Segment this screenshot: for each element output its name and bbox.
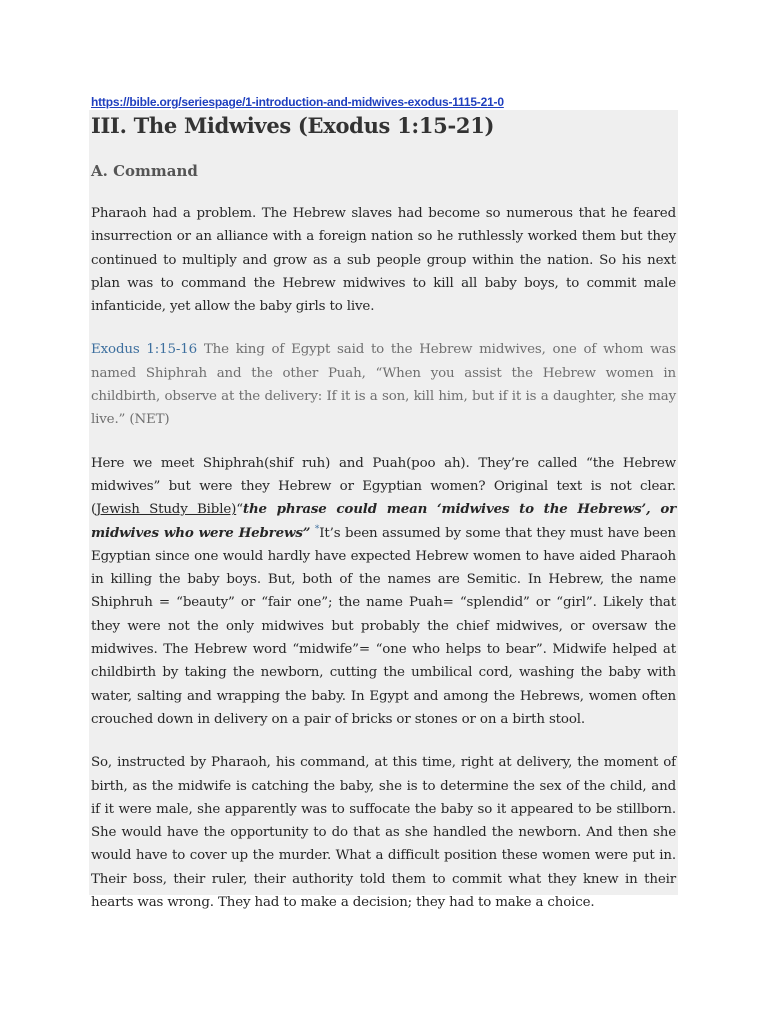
paragraph-command: So, instructed by Pharaoh, his command, at this time, right at delivery, the moment of birth, as the midwife is catching the baby, she is to determine the sex of the child, and if it were male, she apparently was to suffocate the baby so it appeared to be stillborn. She would have the opportunity to do that as she handled the newborn. And then she would have to cover up the murder. What a difficult position these women were put in. Their boss, their ruler, their authority told them to commit what they knew in their hearts was wrong. They had to make a decision; they had to make a choice. bbox=[91, 755, 676, 911]
midwives-lead-text: Here we meet Shiphrah(shif ruh) and Puah(poo ah). They’re called “the Hebrew midwives” but were they Hebrew or Egyptian women? Original text is not clear. ( bbox=[91, 455, 676, 518]
study-bible-quote: the phrase could mean ‘midwives to the Hebrews’, or midwives who were Hebrews” bbox=[91, 501, 677, 541]
midwives-body-text: It’s been assumed by some that they must have been Egyptian since one would hardly have expected Hebrew women to have aided Pharaoh in killing the baby boys. But, both of the names are Semitic. In Hebrew, the name Shiphruh = “beauty” or “fair one”; the name Puah= “splendid” or “girl”. Likely that they were not the only midwives but probably the chief midwives, or oversaw the midwives. The Hebrew word “midwife”= “one who helps to bear”. Midwife helped at childbirth by taking the newborn, cutting the umbilical cord, washing the baby with water, salting and wrapping the baby. In Egypt and among the Hebrews, women often crouched down in delivery on a pair of bricks or stones or on a birth stool. bbox=[91, 525, 676, 727]
footnote-marker[interactable]: * bbox=[314, 524, 320, 535]
paragraph-intro: Pharaoh had a problem. The Hebrew slaves had become so numerous that he feared insurrection or an alliance with a foreign nation so he ruthlessly worked them but they continued to multiply and grow as a sub people group within the nation. So his next plan was to command the Hebrew midwives to kill all baby boys, to commit male infanticide, yet allow the baby girls to live. bbox=[91, 206, 676, 315]
paragraph-scripture bbox=[91, 338, 676, 431]
jewish-study-bible-link[interactable]: Jewish Study Bible) bbox=[96, 502, 237, 518]
subsection-title: A. Command bbox=[91, 162, 198, 180]
section-title: III. The Midwives (Exodus 1:15-21) bbox=[91, 113, 495, 138]
scripture-reference-link[interactable]: Exodus 1:15-16 bbox=[91, 342, 197, 358]
quote-open-mark: “ bbox=[236, 502, 243, 518]
article-body bbox=[91, 110, 676, 914]
scripture-text: The king of Egypt said to the Hebrew midwives, one of whom was named Shiphrah and the other Puah, “When you assist the Hebrew women in childbirth, observe at the delivery: If it is a son, kill him, but if it is a daughter, she may live.” (NET) bbox=[91, 342, 677, 428]
paragraph-midwives bbox=[91, 452, 676, 732]
source-url-link[interactable]: https://bible.org/seriespage/1-introduction-and-midwives-exodus-1115-21-0 bbox=[91, 95, 504, 109]
